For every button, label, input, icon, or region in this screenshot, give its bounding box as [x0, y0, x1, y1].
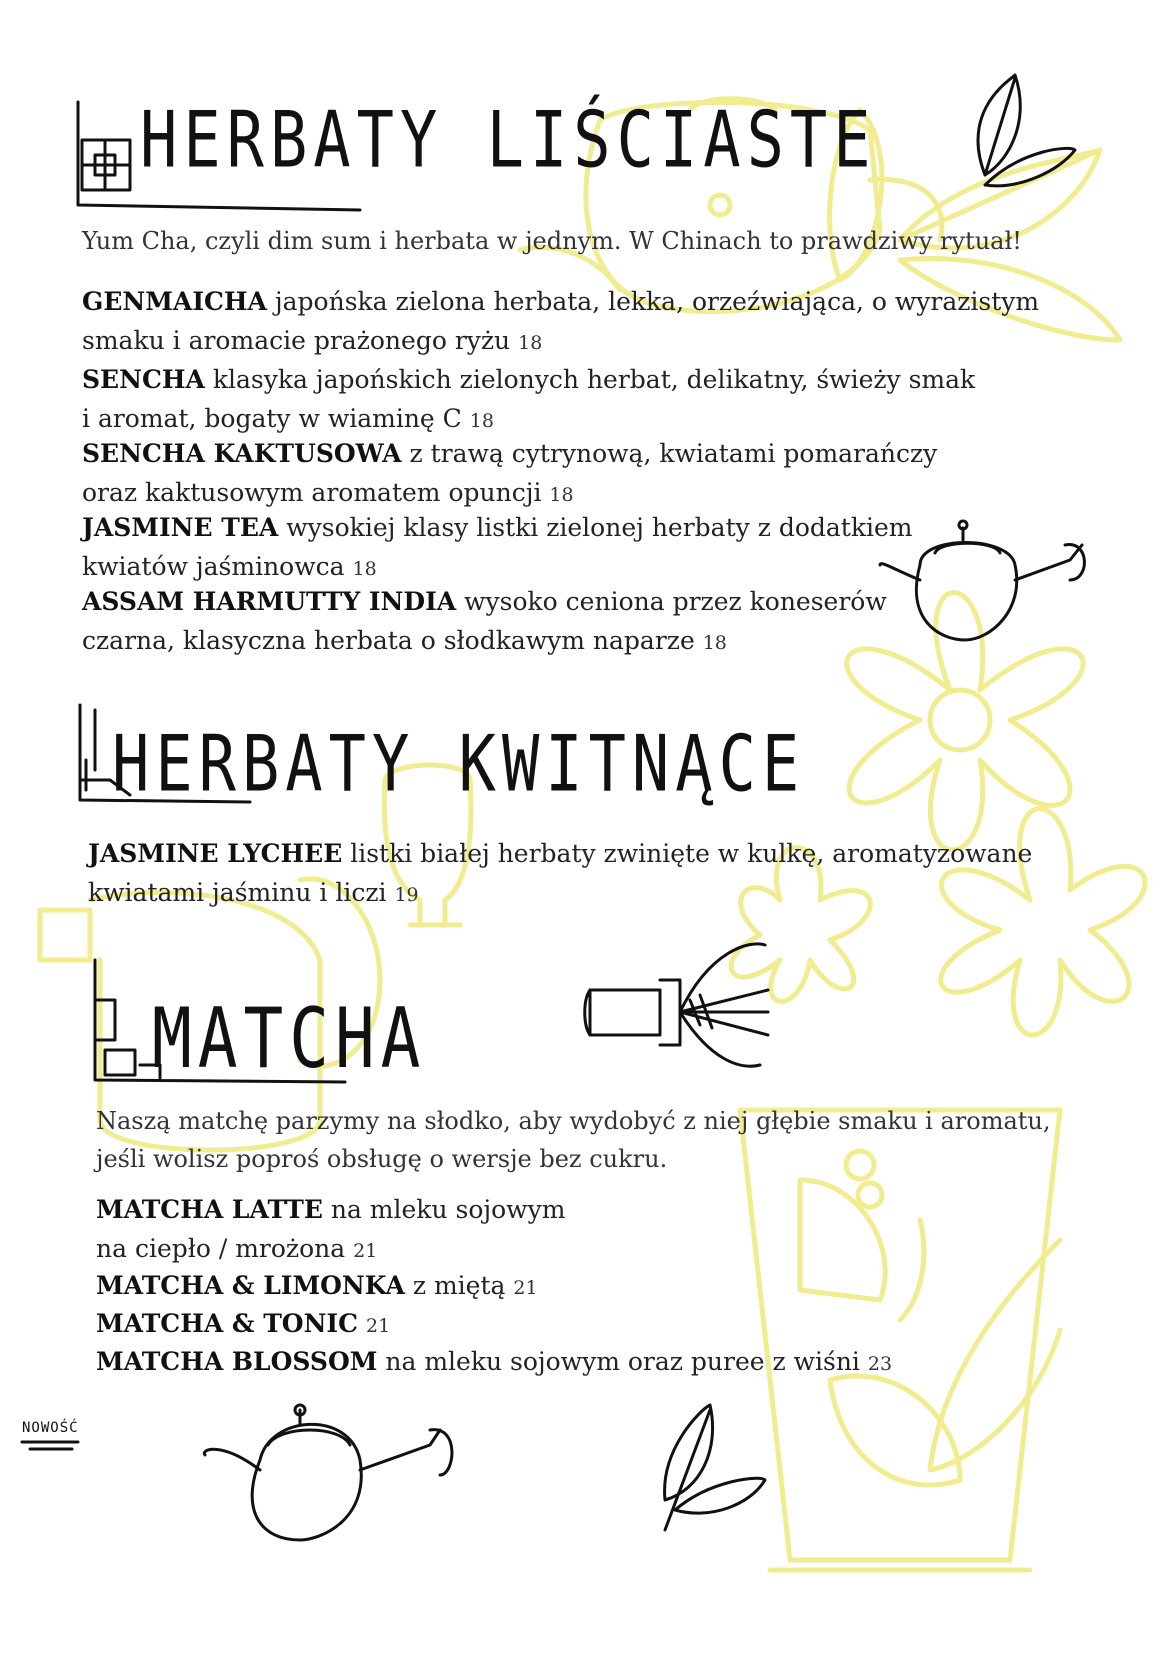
- new-item-badge: NOWOŚĆ: [22, 1420, 79, 1436]
- menu-item-price: 21: [513, 1277, 538, 1299]
- section-title-blooming-teas: HERBATY KWITNĄCE: [112, 717, 806, 809]
- yellow-lemon-slice-icon: [800, 1180, 885, 1300]
- section-title-matcha: MATCHA: [152, 990, 427, 1087]
- menu-item-name: MATCHA LATTE: [96, 1195, 323, 1224]
- menu-item: [96, 1266, 538, 1308]
- menu-item-name: MATCHA BLOSSOM: [96, 1347, 378, 1376]
- menu-item: [88, 834, 1032, 915]
- menu-item-name: SENCHA KAKTUSOWA: [82, 439, 402, 468]
- black-leaf-icon: [978, 75, 1020, 175]
- menu-item-name: JASMINE LYCHEE: [88, 839, 343, 868]
- menu-item-description: smaku i aromacie prażonego ryżu: [82, 326, 519, 355]
- matcha-whisk-icon: [585, 944, 768, 1066]
- menu-item: [82, 434, 937, 515]
- section-title-leaf-teas: HERBATY LIŚCIASTE: [140, 93, 877, 185]
- matcha-intro-line: jeśli wolisz poproś obsługę o wersje bez cukru.: [96, 1145, 668, 1173]
- yellow-lemon-slice-icon: [930, 1240, 1060, 1470]
- menu-item-name: GENMAICHA: [82, 287, 267, 316]
- menu-item: [96, 1342, 892, 1384]
- menu-item-name: ASSAM HARMUTTY INDIA: [82, 587, 457, 616]
- menu-item-description: na ciepło / mrożona: [96, 1234, 354, 1263]
- menu-item-description: na mleku sojowym oraz puree z wiśni: [377, 1347, 868, 1376]
- menu-item-description: listki białej herbaty zwinięte w kulkę, aromatyzowane: [342, 839, 1033, 868]
- black-leaf-icon: [675, 1478, 765, 1513]
- menu-item-price: 18: [469, 410, 494, 432]
- menu-item-description: japońska zielona herbata, lekka, orzeźwiająca, o wyrazistym: [266, 287, 1040, 316]
- black-teapot-icon: [204, 1410, 452, 1540]
- menu-item-description: i aromat, bogaty w wiaminę C: [82, 404, 470, 433]
- menu-item-price: 18: [702, 632, 727, 654]
- menu-item: [82, 360, 975, 441]
- yellow-glass-icon: [740, 1110, 1060, 1570]
- menu-item: [82, 508, 912, 589]
- menu-item: [96, 1304, 390, 1346]
- menu-item-price: 21: [353, 1240, 378, 1262]
- menu-item-price: 19: [394, 884, 419, 906]
- black-leaf-icon: [985, 148, 1075, 185]
- menu-item-description: wysoko ceniona przez koneserów: [456, 587, 887, 616]
- menu-item-price: 18: [518, 332, 543, 354]
- menu-item-description: z miętą: [404, 1271, 514, 1300]
- black-leaf-icon: [665, 1405, 713, 1530]
- matcha-intro-line: Naszą matchę parzymy na słodko, aby wydobyć z niej głębie smaku i aromatu,: [96, 1107, 1051, 1135]
- menu-item: [96, 1190, 565, 1271]
- yellow-lemon-slice-icon: [830, 1376, 960, 1485]
- menu-item-price: 23: [867, 1353, 893, 1375]
- section-intro-matcha: [96, 1102, 1051, 1178]
- menu-item: [82, 282, 1039, 363]
- menu-item-price: 18: [352, 558, 377, 580]
- menu-item: [82, 582, 887, 663]
- menu-item-description: z trawą cytrynową, kwiatami pomarańczy: [401, 439, 938, 468]
- menu-item-description: klasyka japońskich zielonych herbat, delikatny, świeży smak: [204, 365, 976, 394]
- menu-item-price: 21: [365, 1315, 391, 1337]
- menu-item-description: na mleku sojowym: [322, 1195, 566, 1224]
- menu-item-price: 18: [549, 484, 574, 506]
- section-intro-leaf-teas: Yum Cha, czyli dim sum i herbata w jednym. W Chinach to prawdziwy rytuał!: [82, 227, 1022, 255]
- menu-item-name: MATCHA & LIMONKA: [96, 1271, 405, 1300]
- menu-item-description: [358, 1309, 366, 1338]
- menu-item-description: kwiatami jaśminu i liczi: [88, 878, 395, 907]
- menu-item-description: oraz kaktusowym aromatem opuncji: [82, 478, 550, 507]
- menu-item-name: SENCHA: [82, 365, 205, 394]
- menu-item-description: kwiatów jaśminowca: [82, 552, 353, 581]
- menu-item-name: JASMINE TEA: [82, 513, 279, 542]
- menu-item-name: MATCHA & TONIC: [96, 1309, 359, 1338]
- menu-item-description: wysokiej klasy listki zielonej herbaty z dodatkiem: [278, 513, 913, 542]
- menu-item-description: czarna, klasyczna herbata o słodkawym naparze: [82, 626, 703, 655]
